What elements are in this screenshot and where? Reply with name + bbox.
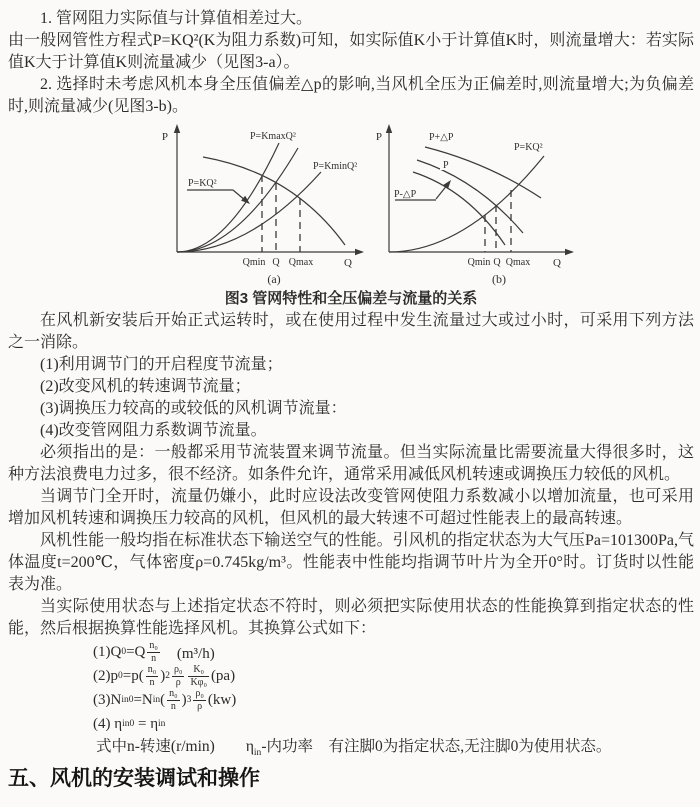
b-subfigure-label: (b)	[492, 272, 506, 286]
a-pipe-curve-k	[177, 148, 298, 252]
formula-pressure	[93, 664, 694, 688]
figure-3	[8, 118, 694, 288]
formula-text: )	[181, 691, 187, 708]
subfigure-a	[162, 124, 364, 286]
formula-text: =N	[133, 691, 153, 708]
formula-text: -内功率 有注脚0为指定状态,无注脚0为使用状态。	[261, 738, 612, 755]
b-fan-curve-minus	[413, 172, 505, 245]
list-item-4: (4)改变管网阻力系数调节流量。	[40, 422, 267, 439]
figure-caption: 图3 管网特性和全压偏差与流量的关系	[224, 290, 478, 307]
a-kq-pointer-arrow-icon	[241, 196, 252, 207]
b-q-axis-label: Q	[553, 257, 561, 269]
subscript: in	[158, 719, 166, 729]
formula-text: =p(	[122, 667, 144, 684]
formula-text: (	[160, 691, 166, 708]
b-tick-qmin: Qmin	[467, 257, 491, 268]
paragraph-methods-intro: 在风机新安装后开始正式运转时，或在使用过程中发生流量过大或过小时，可采用下列方法之一消除。	[8, 312, 694, 351]
a-curve-label-kmin: P=KminQ²	[313, 161, 358, 172]
fraction: $\frac{\text{n₀}}{n}$	[149, 640, 158, 664]
paragraph-item-1: 1. 管网阻力实际值与计算值相差过大。	[40, 10, 313, 27]
subscript: 0	[118, 671, 123, 681]
a-tick-qmin: Qmin	[242, 257, 266, 268]
b-p-axis-label: P	[375, 131, 382, 143]
a-p-axis-label: P	[161, 131, 168, 143]
fraction: $\frac{\text{ρ₀}}{\rho}$	[173, 664, 183, 688]
b-curve-label-p: P	[443, 160, 449, 171]
figure-3-svg	[8, 118, 700, 288]
a-q-axis-arrow-icon	[355, 249, 364, 255]
list-item-3: (3)调换压力较高的或较低的风机调节流量：	[40, 400, 347, 417]
b-curve-label-minus: P-△P	[394, 189, 417, 200]
a-q-axis-label: Q	[344, 257, 352, 269]
b-tick-q: Q	[493, 257, 501, 268]
paragraph-explanation: 由一般网管性方程式P=KQ²(K为阻力系数)可知，如实际值K小于计算值K时，则流量增大：若实际值K大于计算值K则流量减少（见图3-a）。	[8, 32, 694, 71]
fraction: $\frac{\text{K₀}}{\text{Kφ₀}}$	[190, 664, 207, 688]
formula-text: (pa)	[210, 667, 236, 684]
subfigure-b	[376, 124, 574, 286]
formula-power	[93, 688, 694, 712]
a-tick-qmax: Qmax	[288, 257, 314, 268]
a-subfigure-label: (a)	[267, 272, 281, 286]
formula-text: (2)p	[93, 667, 118, 684]
paragraph-throttling-note: 必须指出的是：一般都采用节流装置来调节流量。但当实际流量比需要流量大得很多时，这种方法浪费电力过多，很不经济。如条件允许，通常采用减低风机转速或调换压力较低的风机。	[8, 444, 694, 483]
paragraph-performance-state: 风机性能一般均指在标准状态下输送空气的性能。引风机的指定状态为大气压Pa=101300Pa,气体温度t=200℃，气体密度ρ=0.745kg/m³。性能表中性能均指调节叶片为全开0°时。订货时以性能表为准。	[8, 532, 694, 593]
subscript: 0	[121, 647, 127, 657]
subscript: in0	[122, 719, 135, 729]
b-q-axis-arrow-icon	[565, 249, 574, 255]
formula-text: )	[160, 667, 166, 684]
list-item-2: (2)改变风机的转速调节流量；	[40, 378, 251, 395]
formula-text: 式中n-转速(r/min) η	[96, 738, 254, 755]
section-heading: 五、风机的安装调试和操作	[8, 767, 260, 791]
a-curve-label-kmax: P=KmaxQ²	[250, 131, 296, 142]
list-item-1: (1)利用调节门的开启程度节流量；	[40, 356, 283, 373]
fraction: $\frac{\text{n₀}}{n}$	[147, 664, 157, 688]
paragraph-item-2: 2. 选择时未考虑风机本身全压值偏差△p的影响,当风机全压为正偏差时,则流量增大;为负偏差时,则流量减少(见图3-b)。	[8, 76, 694, 115]
formula-text: (4) η	[93, 715, 123, 732]
formula-text: (kw)	[207, 691, 237, 708]
a-p-axis-arrow-icon	[174, 124, 180, 133]
conversion-formulas	[93, 640, 694, 736]
formula-text: =Q	[126, 643, 146, 660]
paragraph-valve-open: 当调节门全开时，流量仍嫌小，此时应设法改变管网使阻力系数减小以增加流量，也可采用增加风机转速和调换压力较高的风机，但风机的最大转速不可超过性能表上的最高转速。	[8, 488, 694, 527]
a-tick-q: Q	[272, 257, 280, 268]
subscript: in	[152, 695, 161, 705]
formula-text: (m³/h)	[161, 645, 215, 662]
subscript: in0	[121, 695, 134, 705]
paragraph-conversion-intro: 当实际使用状态与上述指定状态不符时，则必须把实际使用状态的性能换算到指定状态的性能，然后根据换算性能选择风机。其换算公式如下：	[8, 598, 694, 637]
b-curve-label-k: P=KQ²	[514, 142, 543, 153]
b-curve-label-plus: P+△P	[429, 132, 454, 143]
formula-text: = η	[134, 715, 159, 732]
superscript: 2	[165, 671, 170, 681]
b-pipe-curve-k	[389, 156, 544, 252]
fraction: $\frac{\text{n₀}}{n}$	[169, 688, 178, 712]
superscript: 3	[186, 695, 192, 705]
formula-note	[96, 736, 694, 764]
formula-flow	[93, 640, 694, 664]
formula-text: (3)N	[93, 691, 122, 708]
formula-text: (1)Q	[93, 643, 122, 660]
formula-efficiency	[93, 712, 694, 736]
a-curve-label-k: P=KQ²	[188, 178, 217, 189]
fraction: $\frac{\text{ρ₀}}{\rho}$	[195, 688, 204, 712]
b-p-axis-arrow-icon	[386, 124, 392, 133]
subscript: in	[253, 748, 262, 759]
b-tick-qmax: Qmax	[505, 257, 531, 268]
